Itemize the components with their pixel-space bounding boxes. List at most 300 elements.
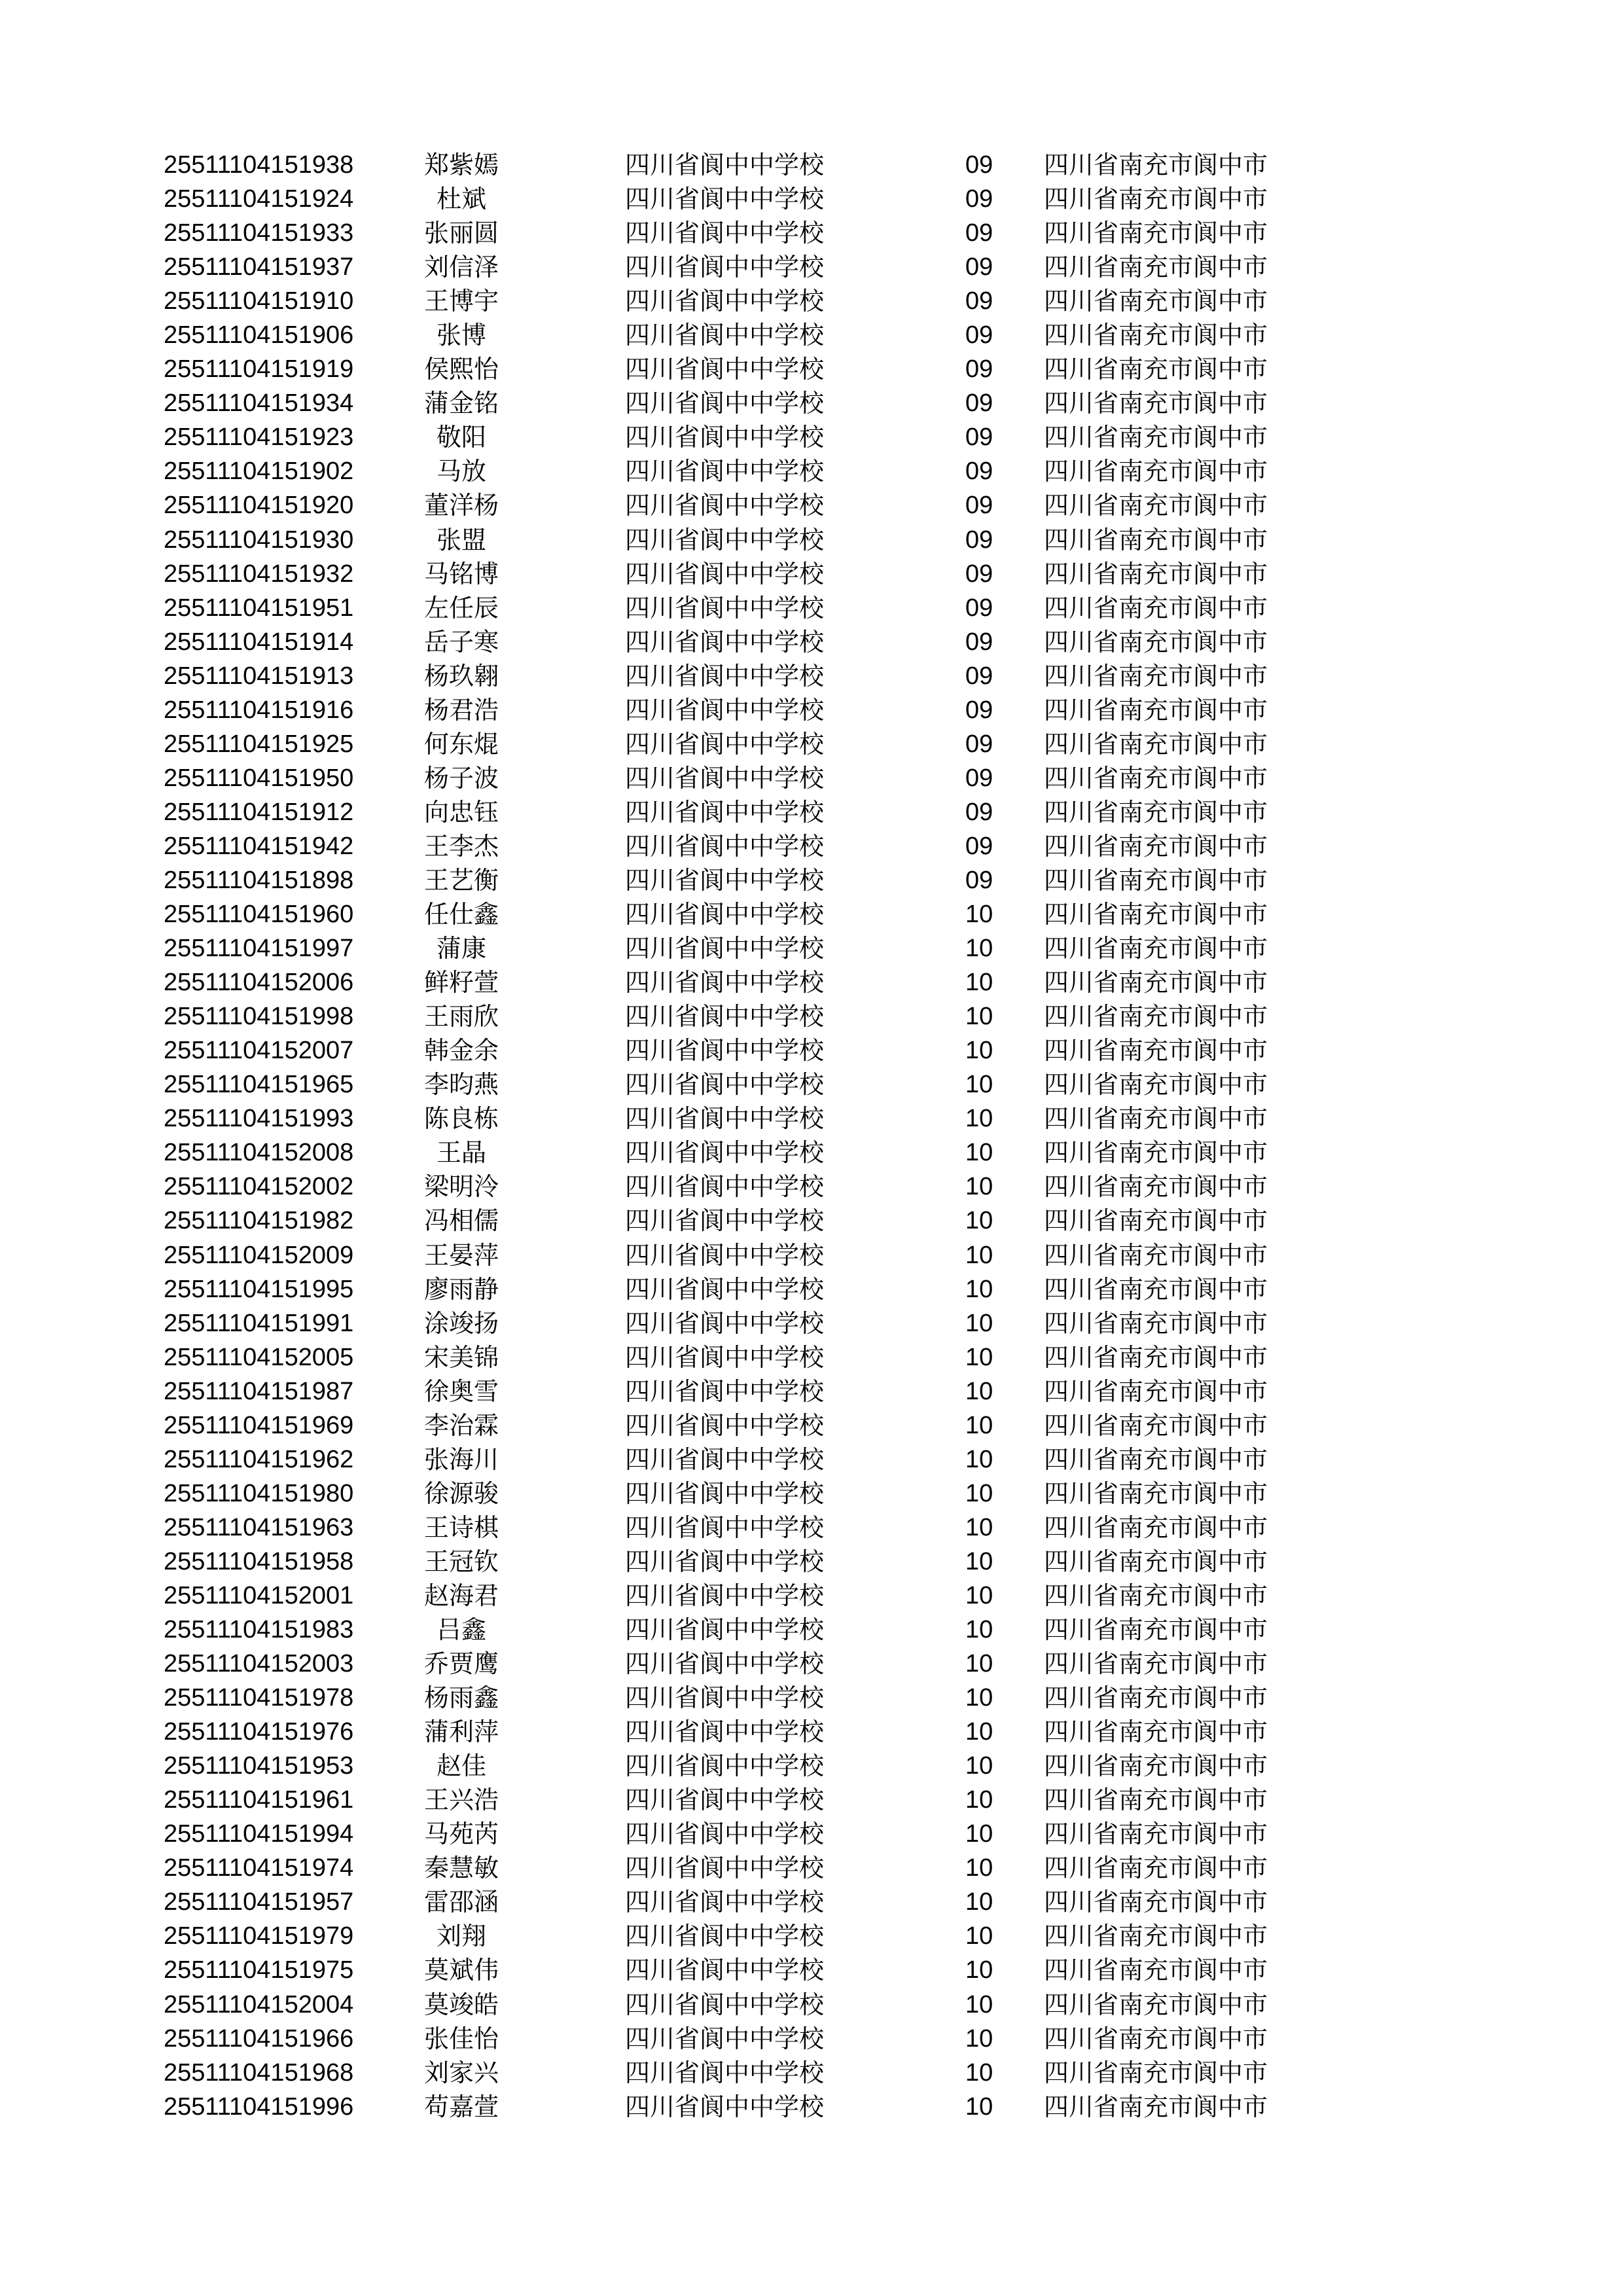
school-name: 四川省阆中中学校 [625, 389, 825, 418]
student-name: 敬阳 [436, 423, 486, 452]
list-row [0, 829, 1623, 863]
region-name: 四川省南充市阆中市 [1044, 219, 1268, 248]
student-id: 25511104151934 [164, 389, 354, 418]
student-id: 25511104151963 [164, 1513, 354, 1541]
region-name: 四川省南充市阆中市 [1044, 1785, 1268, 1815]
region-name: 四川省南充市阆中市 [1044, 729, 1268, 759]
school-name: 四川省阆中中学校 [625, 1751, 825, 1781]
student-name: 赵海君 [423, 1581, 499, 1610]
list-row [0, 693, 1623, 727]
school-name: 四川省阆中中学校 [625, 2092, 825, 2121]
region-name: 四川省南充市阆中市 [1044, 1990, 1268, 2019]
school-name: 四川省阆中中学校 [625, 1444, 825, 1474]
list-row [0, 1408, 1623, 1443]
list-row [0, 148, 1623, 182]
school-name: 四川省阆中中学校 [625, 1070, 825, 1100]
list-row [0, 659, 1623, 693]
list-row [0, 250, 1623, 284]
region-name: 四川省南充市阆中市 [1044, 763, 1268, 793]
class-number: 09 [965, 560, 993, 588]
region-name: 四川省南充市阆中市 [1044, 1206, 1268, 1236]
list-row [0, 1033, 1623, 1067]
school-name: 四川省阆中中学校 [625, 661, 825, 691]
list-row [0, 1885, 1623, 1919]
student-id: 25511104151898 [164, 866, 354, 894]
region-name: 四川省南充市阆中市 [1044, 797, 1268, 827]
school-name: 四川省阆中中学校 [625, 763, 825, 793]
class-number: 10 [965, 969, 993, 997]
list-row [0, 1272, 1623, 1306]
school-name: 四川省阆中中学校 [625, 2058, 825, 2087]
school-name: 四川省阆中中学校 [625, 1206, 825, 1236]
list-row [0, 1681, 1623, 1715]
school-name: 四川省阆中中学校 [625, 831, 825, 861]
class-number: 10 [965, 1411, 993, 1439]
region-name: 四川省南充市阆中市 [1044, 185, 1268, 214]
school-name: 四川省阆中中学校 [625, 525, 825, 554]
class-number: 09 [965, 389, 993, 418]
student-name: 苟嘉萱 [423, 2092, 499, 2121]
class-number: 09 [965, 492, 993, 520]
region-name: 四川省南充市阆中市 [1044, 2058, 1268, 2087]
class-number: 10 [965, 1718, 993, 1746]
class-number: 10 [965, 1922, 993, 1950]
student-name: 梁明泠 [423, 1172, 499, 1202]
student-id: 25511104151995 [164, 1275, 354, 1303]
class-number: 09 [965, 832, 993, 860]
region-name: 四川省南充市阆中市 [1044, 423, 1268, 452]
region-name: 四川省南充市阆中市 [1044, 627, 1268, 656]
student-id: 25511104151923 [164, 423, 354, 452]
student-name: 王李杰 [423, 831, 499, 861]
class-number: 10 [965, 1309, 993, 1337]
school-name: 四川省阆中中学校 [625, 1990, 825, 2019]
student-name: 侯熙怡 [423, 355, 499, 384]
list-row [0, 1647, 1623, 1681]
list-row [0, 352, 1623, 386]
region-name: 四川省南充市阆中市 [1044, 1274, 1268, 1304]
student-name: 董洋杨 [423, 491, 499, 520]
class-number: 09 [965, 730, 993, 758]
school-name: 四川省阆中中学校 [625, 559, 825, 588]
list-row [0, 965, 1623, 999]
student-id: 25511104151914 [164, 628, 354, 656]
school-name: 四川省阆中中学校 [625, 1308, 825, 1338]
list-row [0, 795, 1623, 829]
school-name: 四川省阆中中学校 [625, 934, 825, 963]
list-row [0, 2090, 1623, 2124]
student-id: 25511104151919 [164, 355, 354, 384]
student-name: 王晶 [436, 1138, 486, 1168]
list-row [0, 591, 1623, 625]
list-row [0, 1919, 1623, 1953]
school-name: 四川省阆中中学校 [625, 1820, 825, 1849]
school-name: 四川省阆中中学校 [625, 491, 825, 520]
student-id: 25511104151962 [164, 1445, 354, 1473]
class-number: 10 [965, 1003, 993, 1031]
list-row [0, 1067, 1623, 1102]
student-name: 王诗棋 [423, 1513, 499, 1542]
class-number: 10 [965, 1071, 993, 1099]
region-name: 四川省南充市阆中市 [1044, 1002, 1268, 1031]
list-row [0, 931, 1623, 965]
student-name: 王兴浩 [423, 1785, 499, 1815]
list-row [0, 284, 1623, 318]
student-name: 王雨欣 [423, 1002, 499, 1031]
class-number: 09 [965, 594, 993, 622]
region-name: 四川省南充市阆中市 [1044, 1240, 1268, 1270]
class-number: 09 [965, 423, 993, 452]
student-id: 25511104151969 [164, 1411, 354, 1439]
list-row [0, 1374, 1623, 1408]
school-name: 四川省阆中中学校 [625, 321, 825, 350]
class-number: 10 [965, 1752, 993, 1780]
student-name: 秦慧敏 [423, 1854, 499, 1883]
list-row [0, 1136, 1623, 1170]
class-number: 10 [965, 1616, 993, 1644]
student-id: 25511104152008 [164, 1139, 354, 1167]
student-id: 25511104151937 [164, 253, 354, 281]
region-name: 四川省南充市阆中市 [1044, 559, 1268, 588]
region-name: 四川省南充市阆中市 [1044, 1547, 1268, 1576]
class-number: 10 [965, 1513, 993, 1541]
student-id: 25511104151912 [164, 798, 354, 826]
class-number: 09 [965, 185, 993, 213]
student-id: 25511104151994 [164, 1820, 354, 1848]
student-name: 刘翔 [436, 1922, 486, 1951]
school-name: 四川省阆中中学校 [625, 2024, 825, 2053]
region-name: 四川省南充市阆中市 [1044, 1444, 1268, 1474]
list-row [0, 999, 1623, 1033]
student-id: 25511104151993 [164, 1105, 354, 1133]
list-row [0, 1817, 1623, 1851]
student-id: 25511104151966 [164, 2024, 354, 2053]
list-row [0, 1477, 1623, 1511]
student-name: 马苑芮 [423, 1820, 499, 1849]
student-id: 25511104151961 [164, 1786, 354, 1814]
school-name: 四川省阆中中学校 [625, 729, 825, 759]
school-name: 四川省阆中中学校 [625, 593, 825, 622]
student-name: 宋美锦 [423, 1342, 499, 1372]
list-row [0, 1443, 1623, 1477]
student-name: 杨君浩 [423, 695, 499, 725]
student-name: 郑紫嫣 [423, 151, 499, 179]
school-name: 四川省阆中中学校 [625, 1683, 825, 1713]
class-number: 10 [965, 1139, 993, 1167]
school-name: 四川省阆中中学校 [625, 355, 825, 384]
student-name: 涂竣扬 [423, 1308, 499, 1338]
class-number: 10 [965, 1786, 993, 1814]
class-number: 09 [965, 321, 993, 350]
list-row [0, 216, 1623, 250]
student-name: 韩金余 [423, 1036, 499, 1066]
school-name: 四川省阆中中学校 [625, 423, 825, 452]
class-number: 09 [965, 253, 993, 281]
list-row [0, 386, 1623, 420]
school-name: 四川省阆中中学校 [625, 1615, 825, 1645]
list-row [0, 1102, 1623, 1136]
region-name: 四川省南充市阆中市 [1044, 900, 1268, 929]
list-row [0, 420, 1623, 454]
school-name: 四川省阆中中学校 [625, 1376, 825, 1406]
student-id: 25511104151933 [164, 219, 354, 247]
region-name: 四川省南充市阆中市 [1044, 389, 1268, 418]
school-name: 四川省阆中中学校 [625, 1649, 825, 1679]
list-row [0, 2022, 1623, 2056]
student-id: 25511104151975 [164, 1956, 354, 1984]
student-id: 25511104152009 [164, 1241, 354, 1269]
student-id: 25511104151998 [164, 1003, 354, 1031]
school-name: 四川省阆中中学校 [625, 1854, 825, 1883]
student-name: 冯相儒 [423, 1206, 499, 1236]
student-name: 张盟 [436, 525, 486, 554]
region-name: 四川省南充市阆中市 [1044, 1172, 1268, 1202]
student-id: 25511104151957 [164, 1888, 354, 1916]
student-id: 25511104151974 [164, 1854, 354, 1882]
student-name: 李昀燕 [423, 1070, 499, 1100]
school-name: 四川省阆中中学校 [625, 219, 825, 248]
student-name: 蒲利萍 [423, 1717, 499, 1747]
student-id: 25511104151982 [164, 1207, 354, 1235]
school-name: 四川省阆中中学校 [625, 457, 825, 486]
student-name: 左任辰 [423, 593, 499, 622]
list-row [0, 557, 1623, 591]
class-number: 10 [965, 1820, 993, 1848]
region-name: 四川省南充市阆中市 [1044, 1138, 1268, 1168]
list-row [0, 1613, 1623, 1647]
list-row [0, 1511, 1623, 1545]
list-row [0, 1715, 1623, 1749]
student-name: 杜斌 [436, 185, 486, 214]
list-row [0, 523, 1623, 557]
region-name: 四川省南充市阆中市 [1044, 1683, 1268, 1713]
list-row [0, 897, 1623, 931]
student-id: 25511104152007 [164, 1037, 354, 1065]
student-id: 25511104151951 [164, 594, 354, 622]
list-row [0, 318, 1623, 352]
region-name: 四川省南充市阆中市 [1044, 1717, 1268, 1747]
school-name: 四川省阆中中学校 [625, 1036, 825, 1066]
student-id: 25511104151913 [164, 662, 354, 690]
class-number: 10 [965, 2058, 993, 2087]
region-name: 四川省南充市阆中市 [1044, 1513, 1268, 1542]
class-number: 10 [965, 1888, 993, 1916]
school-name: 四川省阆中中学校 [625, 695, 825, 725]
class-number: 09 [965, 219, 993, 247]
student-id: 25511104151920 [164, 492, 354, 520]
student-name: 张海川 [423, 1444, 499, 1474]
list-row [0, 1988, 1623, 2022]
class-number: 10 [965, 1479, 993, 1507]
region-name: 四川省南充市阆中市 [1044, 1820, 1268, 1849]
class-number: 10 [965, 1956, 993, 1984]
student-name: 王博宇 [423, 287, 499, 316]
region-name: 四川省南充市阆中市 [1044, 151, 1268, 179]
school-name: 四川省阆中中学校 [625, 1138, 825, 1168]
student-id: 25511104151968 [164, 2058, 354, 2087]
student-name: 乔贾鹰 [423, 1649, 499, 1679]
school-name: 四川省阆中中学校 [625, 1513, 825, 1542]
class-number: 10 [965, 1684, 993, 1712]
student-name: 杨玖翱 [423, 661, 499, 691]
school-name: 四川省阆中中学校 [625, 1479, 825, 1508]
region-name: 四川省南充市阆中市 [1044, 1751, 1268, 1781]
region-name: 四川省南充市阆中市 [1044, 968, 1268, 997]
student-name: 张丽圆 [423, 219, 499, 248]
region-name: 四川省南充市阆中市 [1044, 355, 1268, 384]
student-name: 鲜籽萱 [423, 968, 499, 997]
school-name: 四川省阆中中学校 [625, 1172, 825, 1202]
student-id: 25511104151924 [164, 185, 354, 213]
class-number: 10 [965, 1854, 993, 1882]
school-name: 四川省阆中中学校 [625, 1104, 825, 1134]
region-name: 四川省南充市阆中市 [1044, 1104, 1268, 1134]
student-id: 25511104151980 [164, 1479, 354, 1507]
region-name: 四川省南充市阆中市 [1044, 865, 1268, 895]
list-row [0, 625, 1623, 659]
list-row [0, 1170, 1623, 1204]
student-name: 雷邵涵 [423, 1888, 499, 1917]
student-id: 25511104151932 [164, 560, 354, 588]
school-name: 四川省阆中中学校 [625, 1785, 825, 1815]
region-name: 四川省南充市阆中市 [1044, 1410, 1268, 1440]
list-row [0, 454, 1623, 488]
student-id: 25511104152003 [164, 1650, 354, 1678]
student-name: 杨雨鑫 [423, 1683, 499, 1713]
list-row [0, 1579, 1623, 1613]
list-row [0, 863, 1623, 897]
class-number: 09 [965, 696, 993, 724]
class-number: 10 [965, 1173, 993, 1201]
class-number: 09 [965, 355, 993, 384]
list-row [0, 488, 1623, 522]
region-name: 四川省南充市阆中市 [1044, 2092, 1268, 2121]
student-id: 25511104151950 [164, 764, 354, 792]
region-name: 四川省南充市阆中市 [1044, 695, 1268, 725]
list-row [0, 1749, 1623, 1783]
region-name: 四川省南充市阆中市 [1044, 1479, 1268, 1508]
region-name: 四川省南充市阆中市 [1044, 831, 1268, 861]
student-id: 25511104152004 [164, 1990, 354, 2018]
student-id: 25511104151976 [164, 1718, 354, 1746]
student-name: 赵佳 [436, 1751, 486, 1781]
student-id: 25511104151983 [164, 1616, 354, 1644]
class-number: 10 [965, 1105, 993, 1133]
school-name: 四川省阆中中学校 [625, 1240, 825, 1270]
class-number: 09 [965, 287, 993, 315]
list-row [0, 1340, 1623, 1374]
school-name: 四川省阆中中学校 [625, 1717, 825, 1747]
student-name: 莫竣皓 [423, 1990, 499, 2019]
student-name: 任仕鑫 [423, 900, 499, 929]
student-id: 25511104151978 [164, 1684, 354, 1712]
student-id: 25511104151960 [164, 901, 354, 929]
list-row [0, 761, 1623, 795]
region-name: 四川省南充市阆中市 [1044, 1615, 1268, 1645]
class-number: 10 [965, 1037, 993, 1065]
region-name: 四川省南充市阆中市 [1044, 1581, 1268, 1610]
student-name: 徐源骏 [423, 1479, 499, 1508]
student-name: 向忠钰 [423, 797, 499, 827]
class-number: 10 [965, 1581, 993, 1609]
region-name: 四川省南充市阆中市 [1044, 934, 1268, 963]
student-id: 25511104151958 [164, 1547, 354, 1575]
student-id: 25511104151997 [164, 935, 354, 963]
school-name: 四川省阆中中学校 [625, 1274, 825, 1304]
school-name: 四川省阆中中学校 [625, 900, 825, 929]
class-number: 10 [965, 1547, 993, 1575]
region-name: 四川省南充市阆中市 [1044, 457, 1268, 486]
student-name: 马放 [436, 457, 486, 486]
student-name: 何东焜 [423, 729, 499, 759]
region-name: 四川省南充市阆中市 [1044, 253, 1268, 282]
student-id: 25511104151938 [164, 151, 354, 179]
school-name: 四川省阆中中学校 [625, 1581, 825, 1610]
student-id: 25511104151979 [164, 1922, 354, 1950]
student-name: 张博 [436, 321, 486, 350]
region-name: 四川省南充市阆中市 [1044, 287, 1268, 316]
class-number: 10 [965, 1207, 993, 1235]
student-id: 25511104151910 [164, 287, 354, 315]
student-name: 廖雨静 [423, 1274, 499, 1304]
list-row [0, 1204, 1623, 1238]
region-name: 四川省南充市阆中市 [1044, 661, 1268, 691]
student-id: 25511104152006 [164, 969, 354, 997]
school-name: 四川省阆中中学校 [625, 185, 825, 214]
student-name: 蒲金铭 [423, 389, 499, 418]
student-name: 吕鑫 [436, 1615, 486, 1645]
student-name: 马铭博 [423, 559, 499, 588]
region-name: 四川省南充市阆中市 [1044, 1888, 1268, 1917]
class-number: 09 [965, 628, 993, 656]
region-name: 四川省南充市阆中市 [1044, 525, 1268, 554]
student-name: 王晏萍 [423, 1240, 499, 1270]
student-name: 李治霖 [423, 1410, 499, 1440]
list-row [0, 2056, 1623, 2090]
school-name: 四川省阆中中学校 [625, 1547, 825, 1576]
school-name: 四川省阆中中学校 [625, 627, 825, 656]
student-id: 25511104151965 [164, 1071, 354, 1099]
class-number: 09 [965, 457, 993, 486]
school-name: 四川省阆中中学校 [625, 1342, 825, 1372]
student-id: 25511104151953 [164, 1752, 354, 1780]
student-id: 25511104151902 [164, 457, 354, 486]
class-number: 10 [965, 1275, 993, 1303]
student-id: 25511104151906 [164, 321, 354, 350]
school-name: 四川省阆中中学校 [625, 151, 825, 179]
student-id: 25511104151916 [164, 696, 354, 724]
school-name: 四川省阆中中学校 [625, 1888, 825, 1917]
region-name: 四川省南充市阆中市 [1044, 1070, 1268, 1100]
student-id: 25511104152005 [164, 1343, 354, 1371]
region-name: 四川省南充市阆中市 [1044, 1036, 1268, 1066]
region-name: 四川省南充市阆中市 [1044, 1649, 1268, 1679]
list-row [0, 1238, 1623, 1272]
region-name: 四川省南充市阆中市 [1044, 1956, 1268, 1985]
list-row [0, 1545, 1623, 1579]
school-name: 四川省阆中中学校 [625, 1922, 825, 1951]
school-name: 四川省阆中中学校 [625, 287, 825, 316]
class-number: 09 [965, 866, 993, 894]
student-name: 蒲康 [436, 934, 486, 963]
class-number: 09 [965, 764, 993, 792]
student-name: 刘家兴 [423, 2058, 499, 2087]
class-number: 09 [965, 526, 993, 554]
student-id: 25511104151991 [164, 1309, 354, 1337]
student-id: 25511104151996 [164, 2092, 354, 2121]
region-name: 四川省南充市阆中市 [1044, 1308, 1268, 1338]
school-name: 四川省阆中中学校 [625, 1002, 825, 1031]
